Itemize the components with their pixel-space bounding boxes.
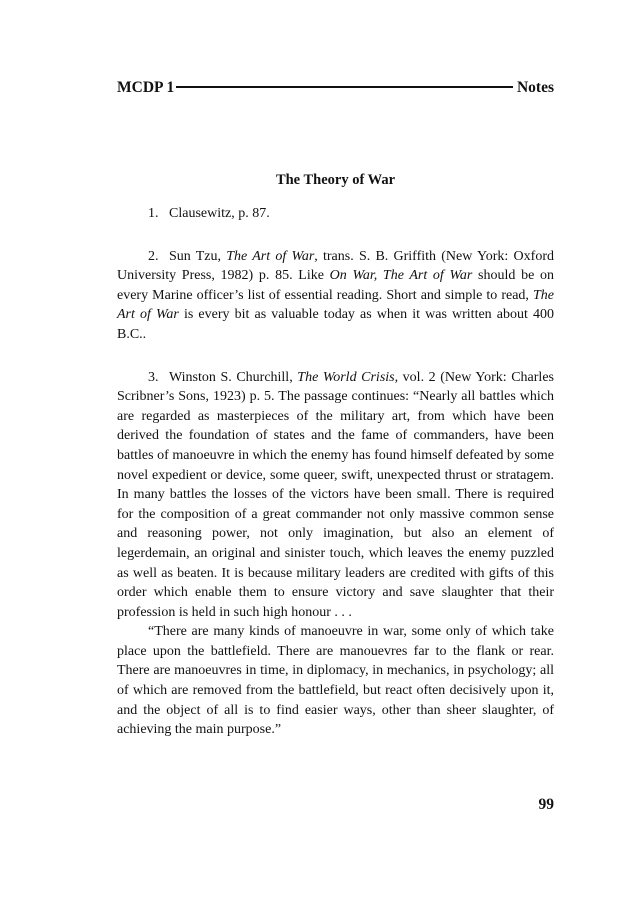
note-text: Sun Tzu, (169, 248, 227, 264)
header-right-label: Notes (516, 79, 554, 96)
note-number: 1. (148, 206, 159, 221)
note-text: “There are many kinds of manoeuvre in war, some only of which take place upon the battlefield. There are manouevres far to the flank or rear. There are manoeuvres in time, in diplomacy, in mechanics, in psychology; all of which are removed from the battlefield, but react often decisively upon it, and the object of all is to find easier ways, other than sheer slaughter, of achieving the main purpose.” (117, 624, 554, 738)
note-number: 2. (148, 248, 159, 264)
note-text: , trans. S. B. Griffith (New York: Oxford University Press, 1982) p. 85. Like (117, 248, 554, 284)
section-title: The Theory of War (275, 172, 396, 188)
note-text: is every bit as valuable today as when it was written about 400 B.C.. (117, 307, 554, 342)
note-paragraph (117, 622, 554, 740)
note-item (117, 247, 554, 345)
note-text: Winston S. Churchill, (169, 369, 298, 385)
italic-title: The Art of War (117, 287, 554, 323)
note-item (117, 368, 554, 740)
italic-title: On War, The Art of War (329, 268, 473, 284)
note-item (117, 204, 554, 224)
page-number: 99 (538, 796, 554, 813)
italic-title: The World Crisis, (297, 369, 399, 385)
italic-title: The Art of War (226, 248, 315, 264)
running-header (117, 78, 554, 98)
note-text: Clausewitz, p. 87. (169, 206, 270, 221)
note-text: vol. 2 (New York: Charles Scribner’s Sons, 1923) p. 5. The passage continues: “Nearly all battles which are regarded as masterpieces of the military art, from which have been derived the foundation of states and the fame of commanders, have been battles of manoeuvre in which the enemy has found himself defeated by some novel expedient or device, some queer, swift, unexpected thrust or stratagem. In many battles the losses of the victors have been small. There is required for the composition of a great commander not only massive common sense and reasoning power, not only imagination, but also an element of legerdemain, an original and sinister touch, which leaves the enemy puzzled as well as beaten. It is because military leaders are credited with gifts of this order which enable them to ensure victory and save slaughter that their profession is held in such high honour . . . (117, 369, 554, 620)
note-text: should be on every Marine officer’s list of essential reading. Short and simple to read, (117, 268, 554, 303)
note-number: 3. (148, 369, 159, 385)
header-left-label: MCDP 1 (117, 79, 175, 96)
notes-list (117, 204, 554, 763)
note-paragraph (117, 368, 554, 623)
header-rule (176, 86, 513, 88)
note-paragraph (117, 247, 554, 345)
note-paragraph (117, 204, 554, 224)
